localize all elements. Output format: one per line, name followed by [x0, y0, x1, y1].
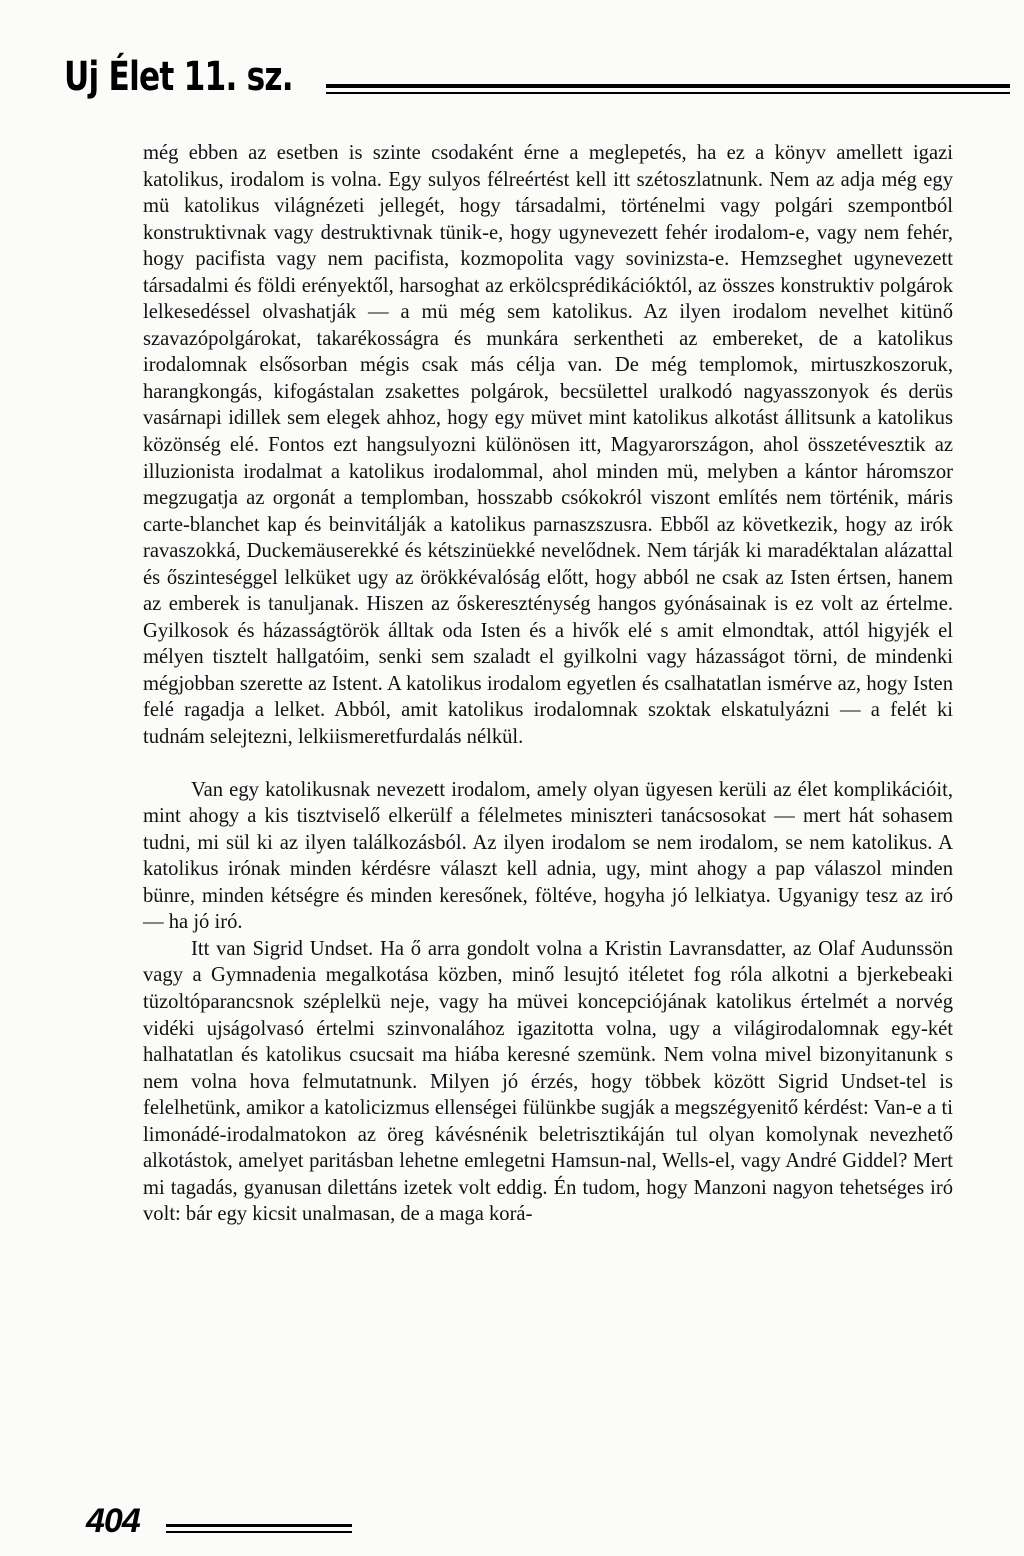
header-rule [326, 84, 1010, 88]
page-footer [86, 1502, 356, 1552]
article-body [143, 140, 953, 1228]
footer-rule-thin [166, 1531, 352, 1533]
paragraph-gap [143, 751, 953, 777]
footer-rule [166, 1524, 352, 1527]
paragraph-3: Itt van Sigrid Undset. Ha ő arra gondolt volna a Kristin Lavransdatter, az Olaf Audunssön vagy a Gymnadenia megalkotása közben, minő lesujtó itéletet fog róla alkotni a bjerkebeaki tüzoltóparancsnok széplelkü neje, vagy ha müvei koncepciójának katolikus értelmét a norvég vidéki ujságolvasó értelmi szinvonalához igazitotta volna, ugy a világirodalomnak egy-két halhatatlan és katolikus csucsait ma hiába keresné szemünk. Nem volna mivel bizonyitanunk s nem volna hova felmutatnunk. Milyen jó érzés, hogy többek között Sigrid Undset-tel is felelhetünk, amikor a katolicizmus ellenségei fülünkbe sugják a megszégyenitő kérdést: Van-e a ti limonádé-irodalmatokon az öreg kávésnénik beletrisztikáján tul olyan komolynak nevezhető alkotástok, amelyet paritásban lehetne emlegetni Hamsun-nal, Wells-el, vagy André Giddel? Mert mi tagadás, gyanusan dilettáns izetek volt eddig. Én tudom, hogy Manzoni nagyon tehetséges iró volt: bár egy kicsit unalmasan, de a maga korá- [143, 937, 953, 1226]
running-head [64, 54, 954, 102]
journal-title: Uj Élet 11. sz. [64, 54, 293, 100]
page-number: 404 [86, 1502, 140, 1540]
header-rule-thin [326, 92, 1010, 94]
paragraph-1: még ebben az esetben is szinte csodaként érne a meglepetés, ha ez a könyv amellett igazi katolikus, irodalom is volna. Egy sulyos félreértést kell itt szétoszlatnunk. Nem az adja még egy mü katolikus világnézeti jellegét, hogy társadalmi, történelmi vagy polgári szempontból konstruktivnak vagy destruktivnak tünik-e, hogy ugynevezett fehér irodalom-e, vagy nem fehér, hogy pacifista vagy nem pacifista, kozmopolita vagy sovinizsta-e. Hemzseghet ugynevezett társadalmi és földi erényektől, harsoghat az erkölcsprédikációktól, az összes konstruktiv polgárok lelkesedéssel olvashatják — a mü még sem katolikus. Az ilyen irodalom nevelhet kitünő szavazópolgárokat, takarékosságra és munkára serkentheti az embereket, de a katolikus irodalomnak elsősorban mégis csak más célja van. De még templomok, mirtuszkoszoruk, harangkongás, kifogástalan zsakettes polgárok, becsülettel uralkodó nagyasszonyok és derüs vasárnapi idillek sem elegek ahhoz, hogy egy müvet mint katolikus alkotást állitsunk a katolikus közönség elé. Fontos ezt hangsulyozni különösen itt, Magyarországon, ahol összetévesztik az illuzionista irodalmat a katolikus irodalommal, ahol minden mü, melyben a kántor háromszor megzugatja az orgonát a templomban, hosszabb csókokról viszont említés nem történik, máris carte-blanchet kap és beinvitálják a katolikus parnaszszusra. Ebből az következik, hogy az irók ravaszokká, Duckemäuserekké és kétszinüekké nevelődnek. Nem tárják ki maradéktalan alázattal és őszinteséggel lelküket ugy az örökkévalóság előtt, hogy abból ne csak az Isten értsen, hanem az emberek is tanuljanak. Hiszen az őskereszténység hangos gyónásainak is ez volt az értelme. Gyilkosok és házasságtörök álltak oda Isten és a hivők elé s amit elmondtak, attól higyjék el mélyen tisztelt hallgatóim, senki sem szaladt el gyilkolni vagy házasságot törni, de mindenki mégjobban szerette az Istent. A katolikus irodalom egyetlen és csalhatatlan ismérve az, hogy Isten felé ragadja a lelket. Abból, amit katolikus irodalomnak szoktak elskatulyázni — a felét ki tudnám selejtezni, lelkiismeretfurdalás nélkül. [143, 142, 953, 749]
paragraph-2: Van egy katolikusnak nevezett irodalom, amely olyan ügyesen kerüli az élet komplikációit, mint ahogy a kis tisztviselő elkerülf a félelmetes miniszteri tanácsosokat — mert hát sohasem tudni, mi sül ki az ilyen találkozásból. Az ilyen irodalom se nem irodalom, se nem katolikus. A katolikus irónak minden kérdésre választ kell adnia, ugy, mint ahogy a pap válaszol minden bünre, minden kétségre és minden keresőnek, föltéve, hogyha jó lelkiatya. Ugyanigy tesz az iró — ha jó iró. [143, 778, 953, 934]
